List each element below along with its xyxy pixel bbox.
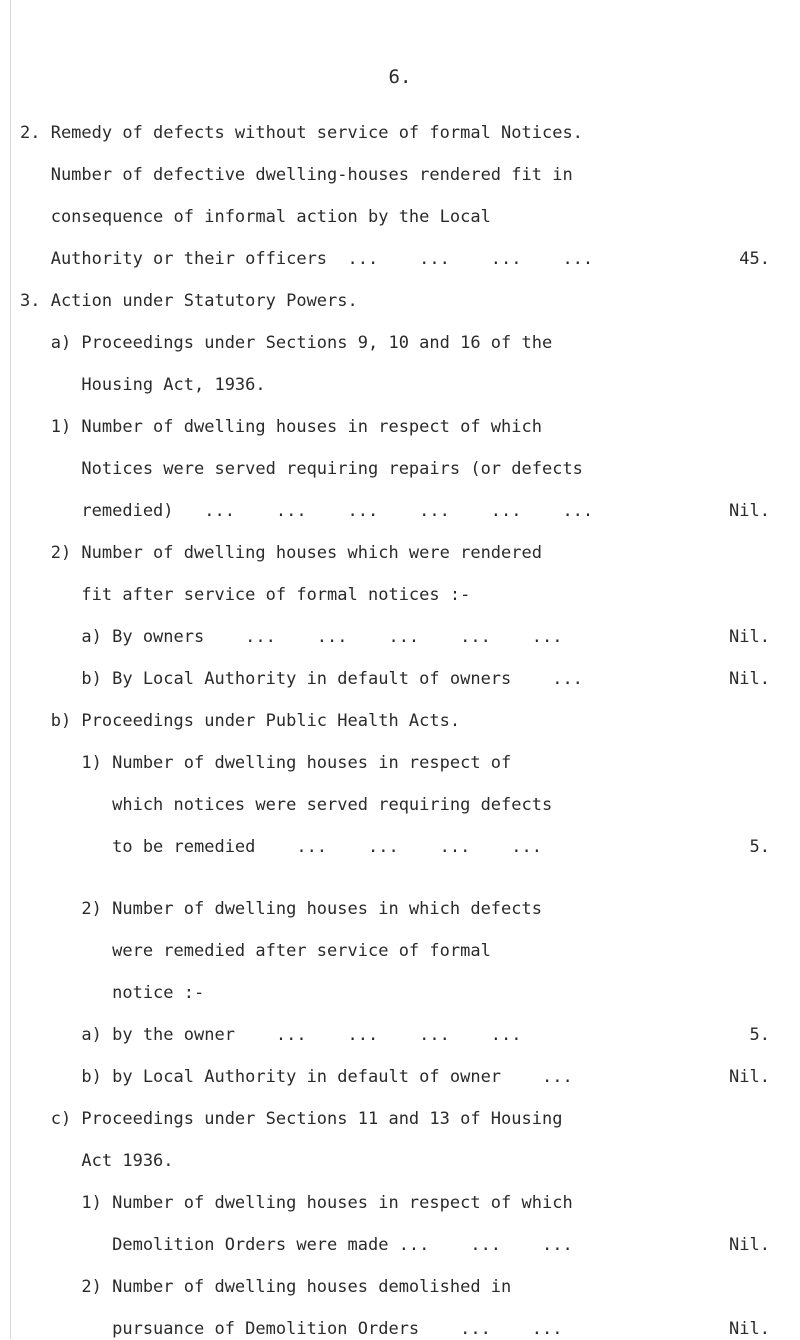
document-line: 2) Number of dwelling houses in which defects xyxy=(20,899,542,919)
line-value: Nil. xyxy=(729,1319,770,1339)
line-value: Nil. xyxy=(729,1067,770,1087)
left-margin-rule xyxy=(10,0,11,1339)
document-line: c) Proceedings under Sections 11 and 13 of Housing xyxy=(20,1109,563,1129)
document-line: a) by the owner ... ... ... ... xyxy=(20,1025,522,1045)
document-line: 2) Number of dwelling houses demolished in xyxy=(20,1277,512,1297)
document-line: Authority or their officers ... ... ... ... xyxy=(20,249,594,269)
document-line: b) By Local Authority in default of owners ... xyxy=(20,669,583,689)
document-line: pursuance of Demolition Orders ... ... xyxy=(20,1319,563,1339)
document-line: Housing Act, 1936. xyxy=(20,375,266,395)
document-line: a) By owners ... ... ... ... ... xyxy=(20,627,563,647)
document-line: Notices were served requiring repairs (or defects xyxy=(20,459,583,479)
page-number: 6. xyxy=(388,66,412,88)
document-line: which notices were served requiring defects xyxy=(20,795,553,815)
line-value: 45. xyxy=(739,249,770,269)
document-line: 1) Number of dwelling houses in respect of which xyxy=(20,1193,573,1213)
line-value: Nil. xyxy=(729,1235,770,1255)
line-value: Nil. xyxy=(729,669,770,689)
document-line: b) Proceedings under Public Health Acts. xyxy=(20,711,461,731)
document-line: remedied) ... ... ... ... ... ... xyxy=(20,501,594,521)
document-line: 2. Remedy of defects without service of formal Notices. xyxy=(20,123,583,143)
document-line: Act 1936. xyxy=(20,1151,174,1171)
document-line: to be remedied ... ... ... ... xyxy=(20,837,542,857)
document-line: fit after service of formal notices :- xyxy=(20,585,471,605)
document-line: Demolition Orders were made ... ... ... xyxy=(20,1235,573,1255)
document-line: notice :- xyxy=(20,983,205,1003)
line-value: Nil. xyxy=(729,501,770,521)
document-line: 3. Action under Statutory Powers. xyxy=(20,291,358,311)
document-line: b) by Local Authority in default of owner ... xyxy=(20,1067,573,1087)
line-value: Nil. xyxy=(729,627,770,647)
line-value: 5. xyxy=(749,837,770,857)
document-line: a) Proceedings under Sections 9, 10 and 16 of the xyxy=(20,333,553,353)
line-value: 5. xyxy=(749,1025,770,1045)
document-line: 2) Number of dwelling houses which were rendered xyxy=(20,543,542,563)
document-line: were remedied after service of formal xyxy=(20,941,491,961)
document-line: Number of defective dwelling-houses rendered fit in xyxy=(20,165,573,185)
document-line: 1) Number of dwelling houses in respect of xyxy=(20,753,512,773)
document-line: 1) Number of dwelling houses in respect of which xyxy=(20,417,542,437)
document-line: consequence of informal action by the Local xyxy=(20,207,491,227)
